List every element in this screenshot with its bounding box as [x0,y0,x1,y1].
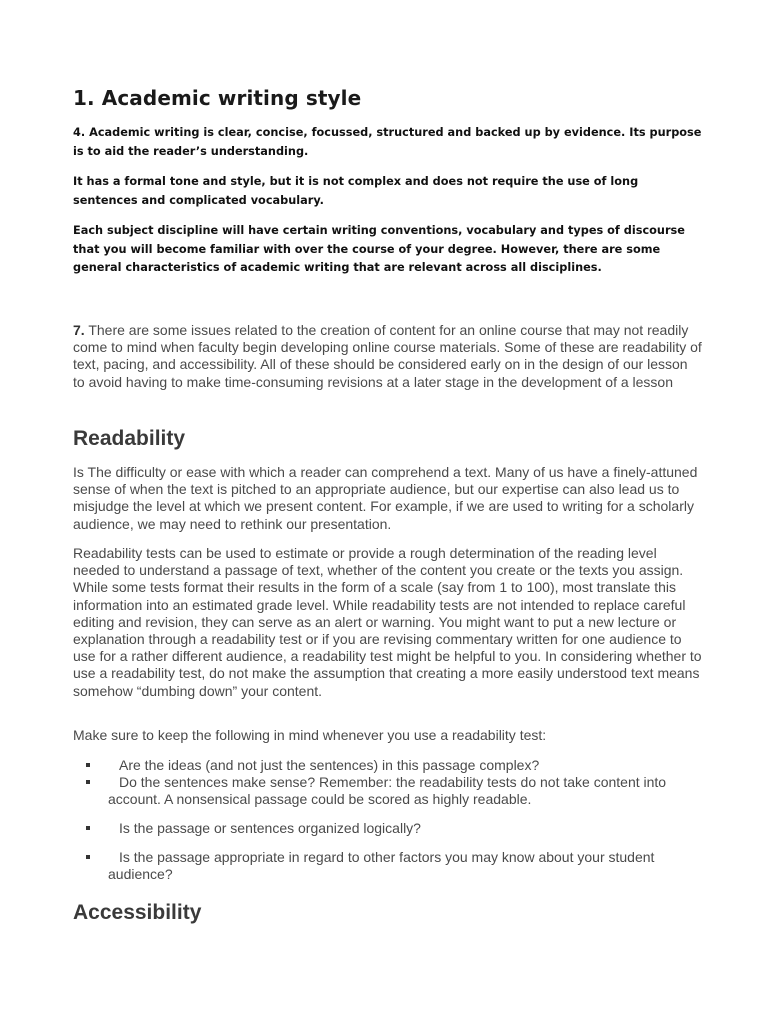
paragraph-text: There are some issues related to the creation of content for an online course that may not readily come to mind when faculty begin developing online course materials. Some of these are readability of text, pacing, and accessibility. All of these should be considered early on in the design of our lesson to avoid having to make time-consuming revisions at a later stage in the development of a lesson [73,322,702,390]
paragraph: Each subject discipline will have certain writing conventions, vocabulary and types of discourse that you will become familiar with over the course of your degree. However, there are some general characteristics of academic writing that are relevant across all disciplines. [73,224,685,274]
academic-writing-section [73,124,703,290]
list-item: Do the sentences make sense? Remember: the readability tests do not take content into account. A nonsensical passage could be scored as highly readable. [73,774,703,808]
bullet-square-icon [86,763,90,767]
list-item: Are the ideas (and not just the sentences) in this passage complex? [73,757,703,774]
section-title-academic-writing: 1. Academic writing style [73,86,362,110]
paragraph: 4. Academic writing is clear, concise, focussed, structured and backed up by evidence. Its purpose is to aid the reader’s understanding. [73,126,702,158]
paragraph [73,322,703,391]
readability-checklist-3 [73,849,703,883]
readability-tests-section [73,545,703,700]
bullet-square-icon [86,780,90,784]
checklist-intro [73,727,703,744]
heading-readability: Readability [73,427,186,450]
heading-accessibility: Accessibility [73,901,202,924]
online-course-section [73,322,703,391]
list-item: Is the passage or sentences organized logically? [73,820,703,837]
paragraph: It has a formal tone and style, but it is not complex and does not require the use of long sentences and complicated vocabulary. [73,175,639,207]
paragraph: Readability tests can be used to estimate or provide a rough determination of the reading level needed to understand a passage of text, whether of the content you create or the texts you assign. While some tests format their results in the form of a scale (say from 1 to 100), most translate this information into an estimated grade level. While readability tests are not intended to replace careful editing and revision, they can serve as an alert or warning. You might want to put a new lecture or explanation through a readability test or if you are revising commentary written for one audience to use for a rather different audience, a readability test might be helpful to you. In considering whether to use a readability test, do not make the assumption that creating a more easily understood text means somehow “dumbing down” your content. [73,545,702,699]
item-number: 7. [73,322,85,338]
list-item: Is the passage appropriate in regard to other factors you may know about your student audience? [73,849,703,883]
readability-checklist-2 [73,820,703,837]
readability-checklist [73,757,703,809]
paragraph: Make sure to keep the following in mind whenever you use a readability test: [73,727,547,743]
readability-section [73,464,703,533]
bullet-square-icon [86,826,90,830]
paragraph: Is The difficulty or ease with which a reader can comprehend a text. Many of us have a finely-attuned sense of when the text is pitched to an appropriate audience, but our expertise can also lead us to misjudge the level at which we present content. For example, if we are used to writing for a scholarly audience, we may need to rethink our presentation. [73,464,698,532]
bullet-square-icon [86,855,90,859]
